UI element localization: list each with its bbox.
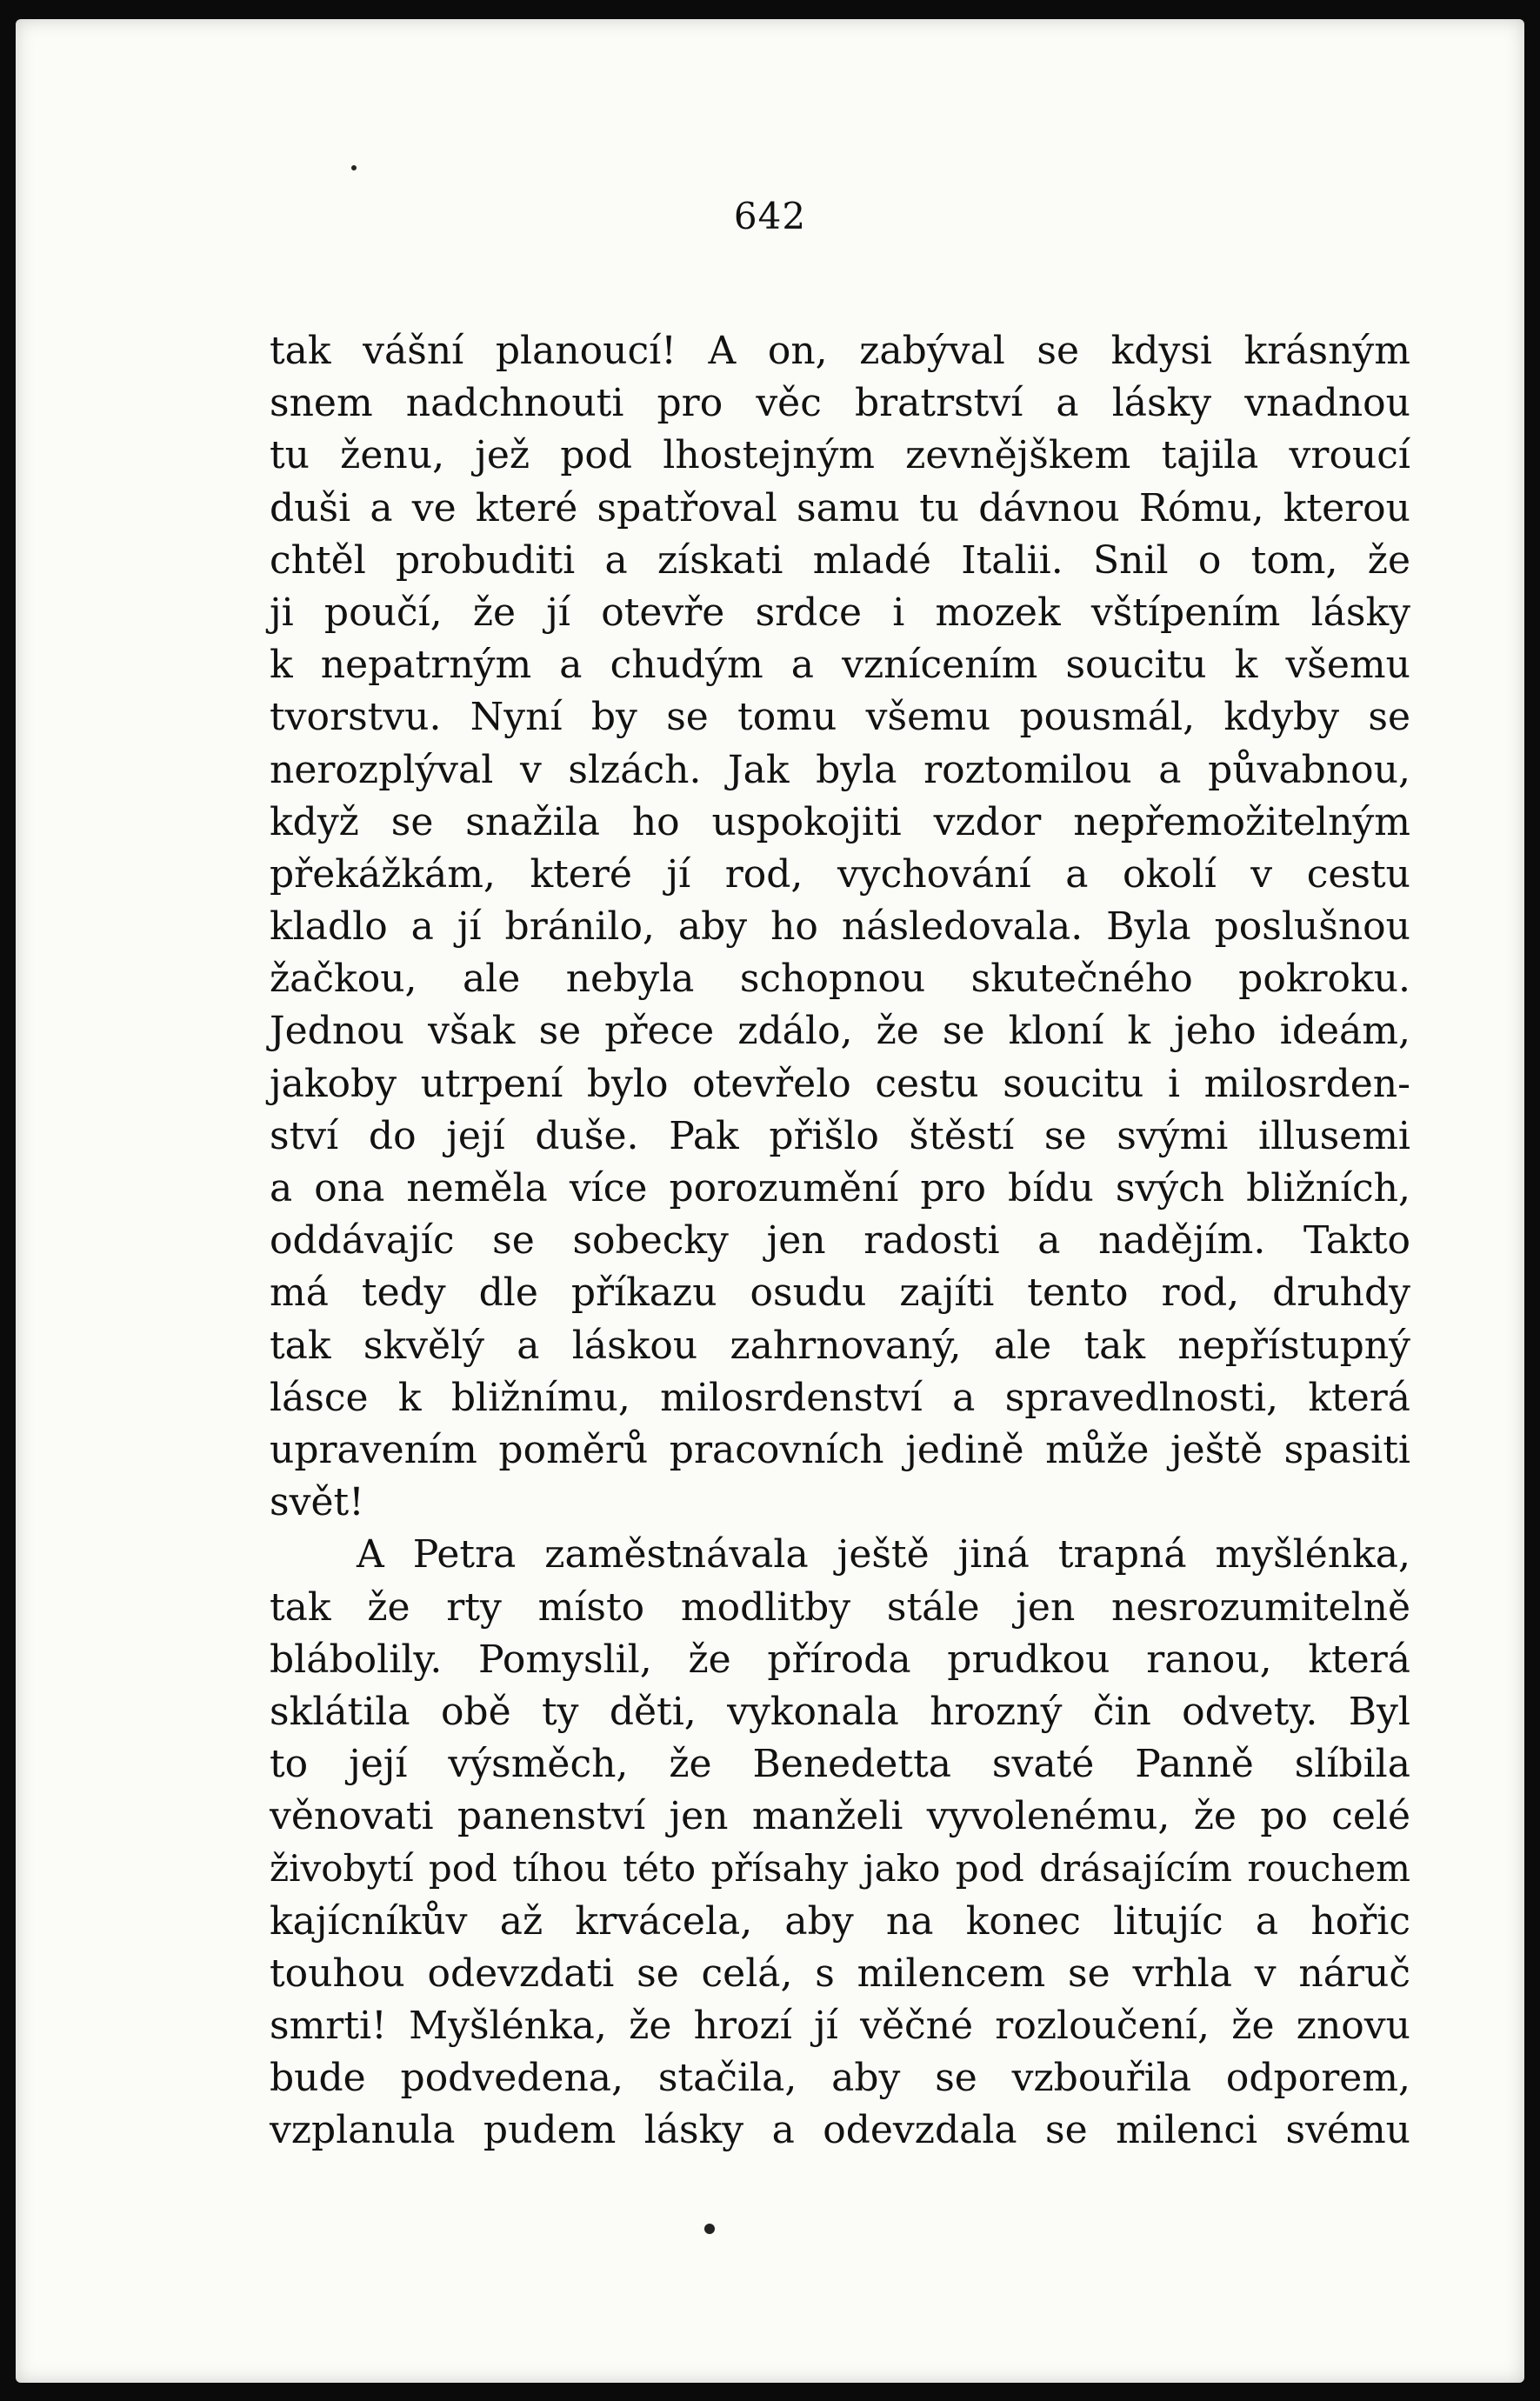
text-line: tvorstvu. Nyní by se tomu všemu pousmál, kdyby se: [270, 695, 1410, 740]
text-line: to její výsměch, že Benedetta svaté Panně slíbila: [270, 1742, 1410, 1787]
text-line: tak vášní planoucí! A on, zabýval se kdysi krásným: [270, 329, 1410, 373]
text-line: ji poučí, že jí otevře srdce i mozek vštípením lásky: [270, 590, 1410, 635]
ink-speck: [351, 165, 357, 170]
body-text: [270, 325, 1410, 2158]
text-line: k nepatrným a chudým a vznícením soucitu k všemu: [270, 643, 1410, 688]
text-line: upravením poměrů pracovních jedině může ještě spasiti: [270, 1427, 1410, 1472]
text-line: snem nadchnouti pro věc bratrství a lásky vnadnou: [270, 381, 1410, 426]
text-line: lásce k bližnímu, milosrdenství a spravedlnosti, která: [270, 1375, 1410, 1420]
text-line: překážkám, které jí rod, vychování a okolí v cestu: [270, 851, 1410, 897]
text-line: žačkou, ale nebyla schopnou skutečného pokroku.: [270, 957, 1410, 1002]
text-line: A Petra zaměstnávala ještě jiná trapná myšlénka,: [357, 1532, 1410, 1577]
text-line: Jednou však se přece zdálo, že se kloní k jeho ideám,: [270, 1009, 1410, 1054]
text-line: tak skvělý a láskou zahrnovaný, ale tak nepřístupný: [270, 1323, 1410, 1368]
text-line: tak že rty místo modlitby stále jen nesrozumitelně: [270, 1584, 1410, 1630]
text-line: ství do její duše. Pak přišlo štěstí se svými illusemi: [270, 1113, 1410, 1158]
text-line: touhou odevzdati se celá, s milencem se vrhla v náruč: [270, 1951, 1410, 1996]
ink-speck: [704, 2224, 715, 2234]
paragraph-1: [270, 325, 1410, 1529]
text-line: smrti! Myšlénka, že hrozí jí věčné rozloučení, že znovu: [270, 2004, 1410, 2048]
text-line: sklátila obě ty děti, vykonala hrozný čin odvety. Byl: [270, 1689, 1410, 1734]
text-line: a ona neměla více porozumění pro bídu svých bližních,: [270, 1166, 1410, 1211]
text-line: svět!: [270, 1480, 364, 1525]
text-line: jakoby utrpení bylo otevřelo cestu soucitu i milosrden-: [270, 1061, 1410, 1106]
text-line: kladlo a jí bránilo, aby ho následovala. Byla poslušnou: [270, 904, 1410, 950]
paragraph-2: [270, 1529, 1410, 2157]
text-line: blábolily. Pomyslil, že příroda prudkou ranou, která: [270, 1637, 1410, 1682]
text-line: duši a ve které spatřoval samu tu dávnou Rómu, kterou: [270, 485, 1410, 530]
text-line: nerozplýval v slzách. Jak byla roztomilou a půvabnou,: [270, 747, 1410, 792]
text-line: tu ženu, jež pod lhostejným zevnějškem tajila vroucí: [270, 433, 1410, 478]
text-line: vzplanula pudem lásky a odevzdala se milenci svému: [270, 2108, 1410, 2153]
text-line: živobytí pod tíhou této přísahy jako pod drásajícím rouchem: [270, 1847, 1410, 1891]
text-line: oddávajíc se sobecky jen radosti a nadějím. Takto: [270, 1218, 1410, 1264]
text-line: věnovati panenství jen manželi vyvolenému, že po celé: [270, 1794, 1410, 1839]
text-line: bude podvedena, stačila, aby se vzbouřila odporem,: [270, 2056, 1410, 2101]
text-line: chtěl probuditi a získati mladé Italii. Snil o tom, že: [270, 537, 1410, 583]
page-number: 642: [733, 195, 807, 237]
text-line: má tedy dle příkazu osudu zajíti tento rod, druhdy: [270, 1271, 1410, 1316]
text-line: kajícníkův až krvácela, aby na konec litujíc a hořic: [270, 1898, 1410, 1944]
text-line: když se snažila ho uspokojiti vzdor nepřemožitelným: [270, 799, 1410, 844]
